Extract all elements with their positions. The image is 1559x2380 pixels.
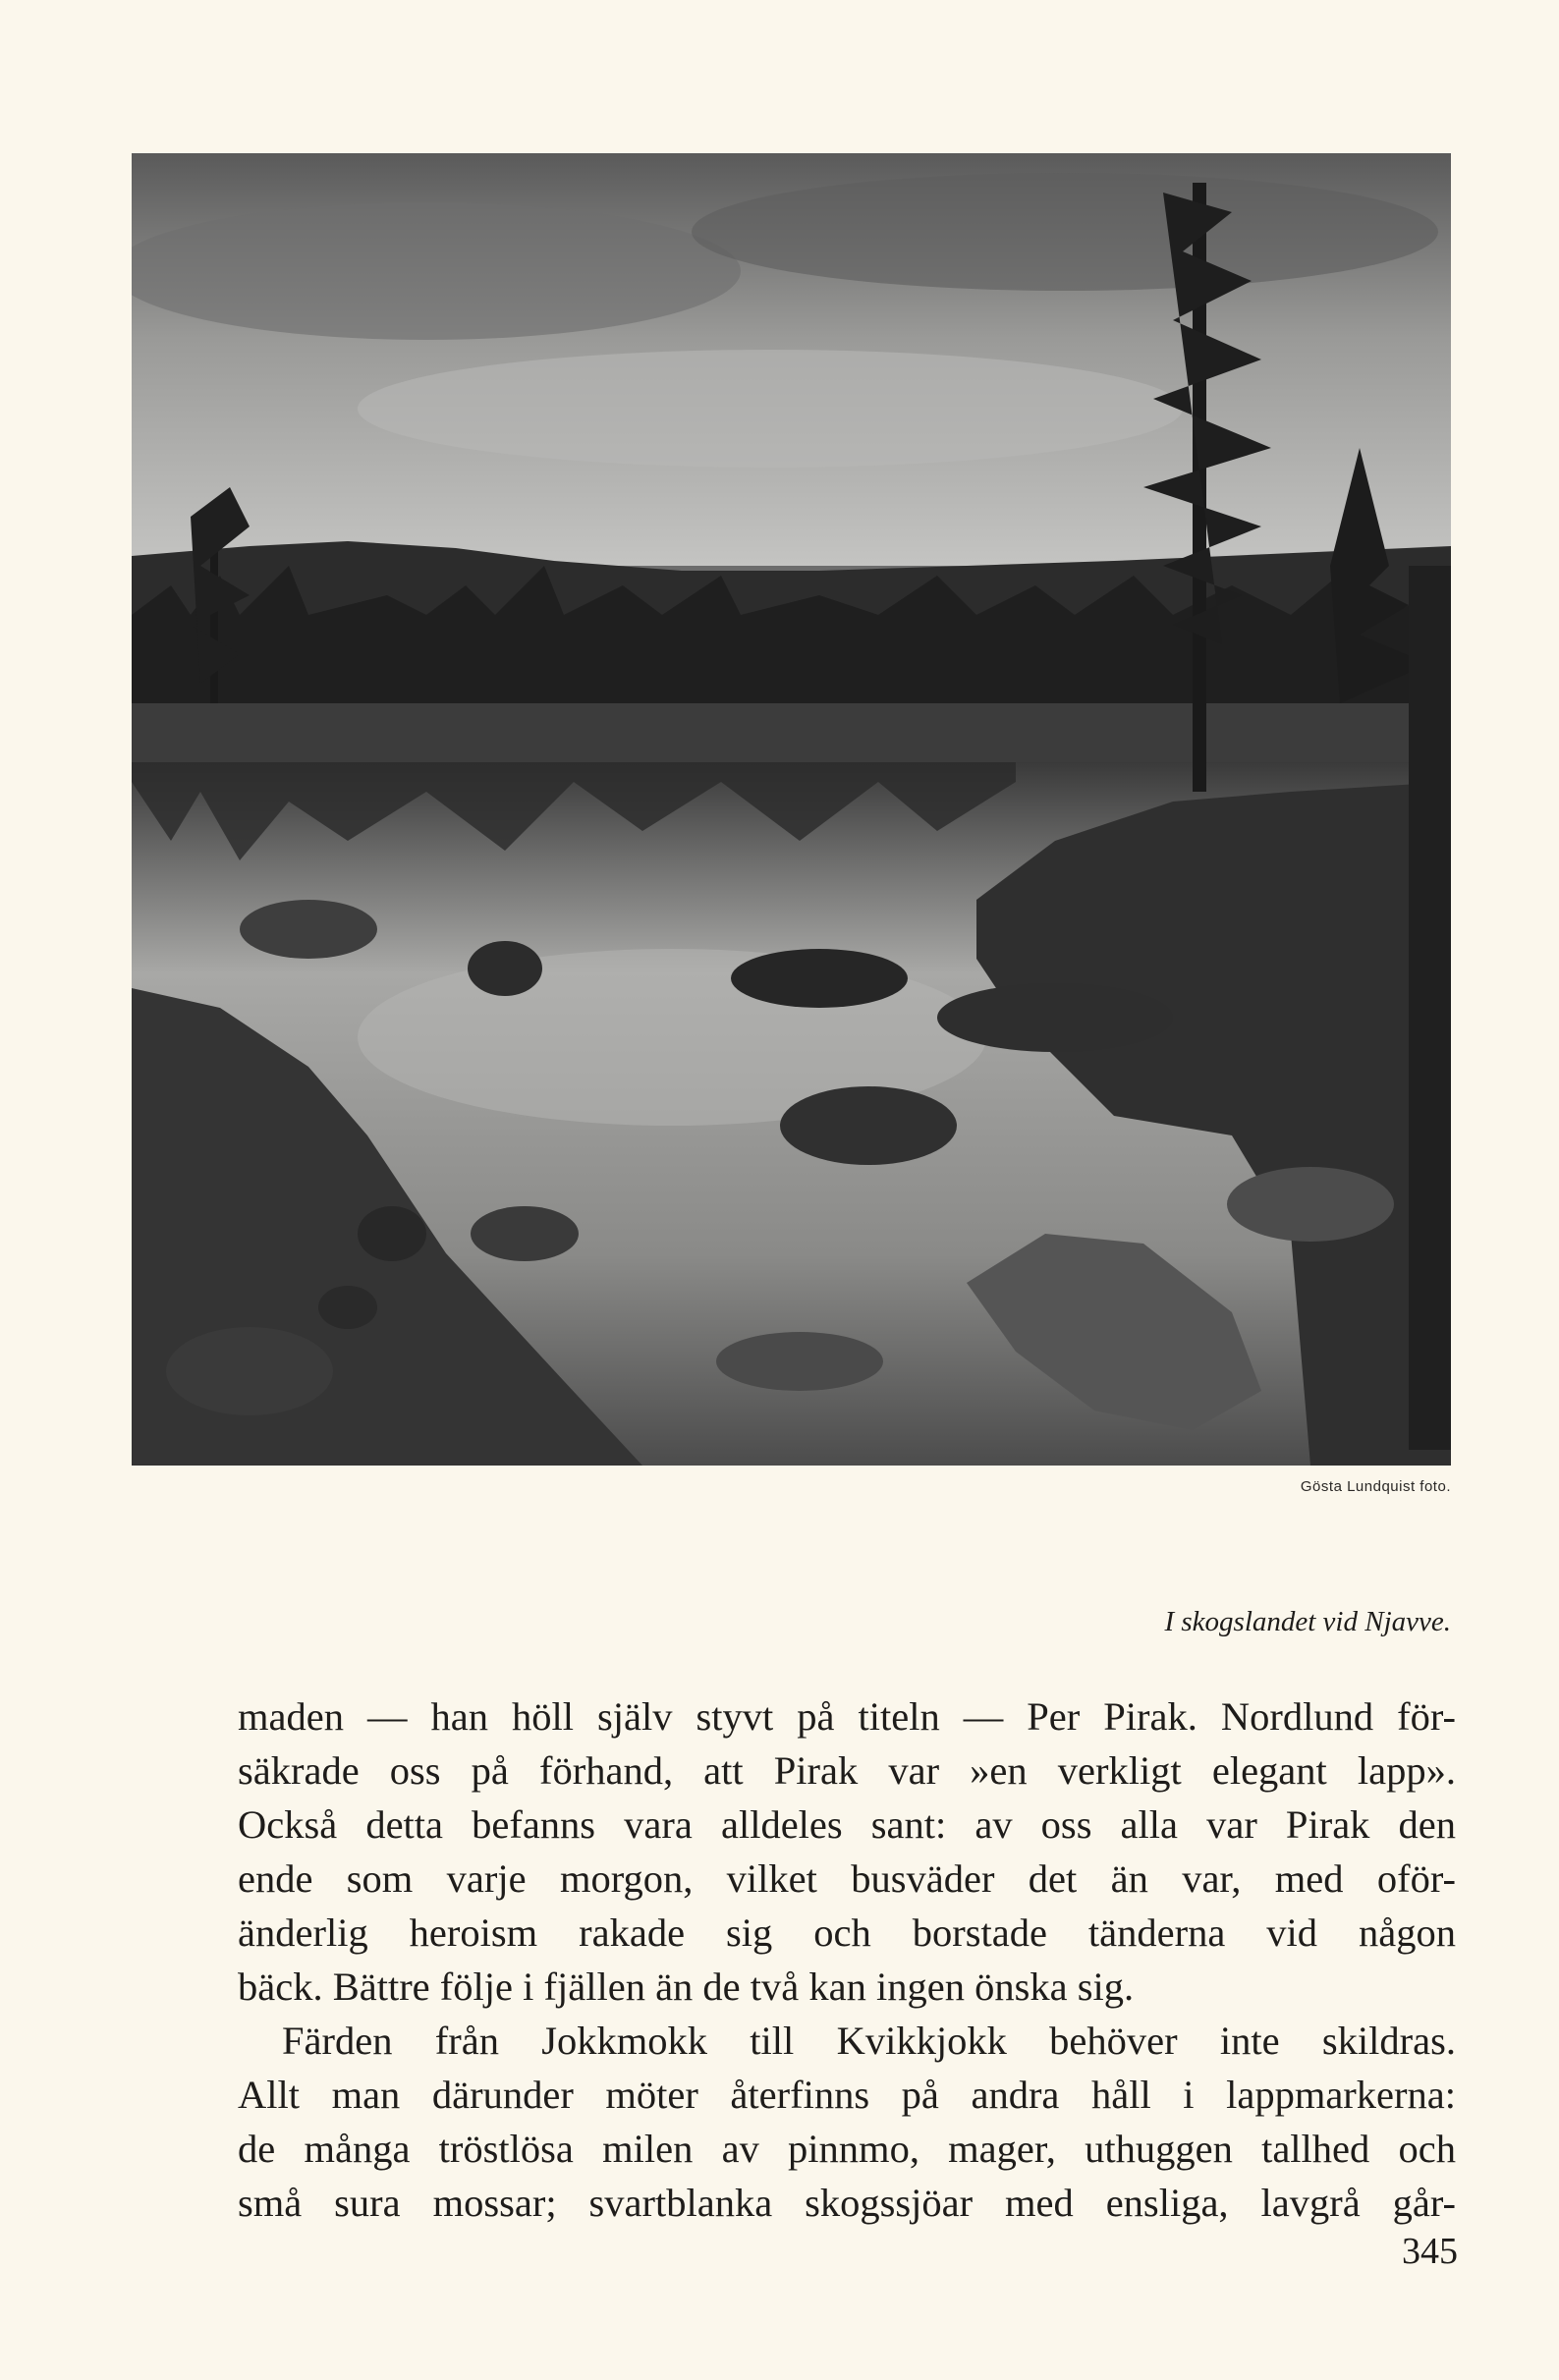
text-line: änderlig heroism rakade sig och borstade tänderna vid någon — [238, 1910, 1456, 1955]
text-line: maden — han höll själv styvt på titeln — Per Pirak. Nordlund för- — [238, 1694, 1456, 1739]
text-line: ende som varje morgon, vilket busväder det än var, med oför- — [238, 1856, 1456, 1901]
text-line: säkrade oss på förhand, att Pirak var »en verkligt elegant lapp». — [238, 1748, 1456, 1793]
text-line: bäck. Bättre följe i fjällen än de två kan ingen önska sig. — [238, 1965, 1135, 2009]
photo-caption: I skogslandet vid Njavve. — [1164, 1606, 1451, 1637]
text-line: Färden från Jokkmokk till Kvikkjokk behöver inte skildras. — [282, 2019, 1456, 2063]
text-line: Allt man därunder möter återfinns på andra håll i lappmarkerna: — [238, 2073, 1456, 2117]
photo-credit: Gösta Lundquist foto. — [1300, 1478, 1451, 1495]
text-line: de många tröstlösa milen av pinnmo, mager, uthuggen tallhed och — [238, 2127, 1456, 2171]
landscape-photograph — [132, 153, 1451, 1466]
page-number: 345 — [1402, 2231, 1458, 2272]
text-line: små sura mossar; svartblanka skogssjöar med ensliga, lavgrå går- — [238, 2181, 1456, 2225]
body-text — [238, 1689, 1456, 2230]
text-line: Också detta befanns vara alldeles sant: av oss alla var Pirak den — [238, 1802, 1456, 1847]
